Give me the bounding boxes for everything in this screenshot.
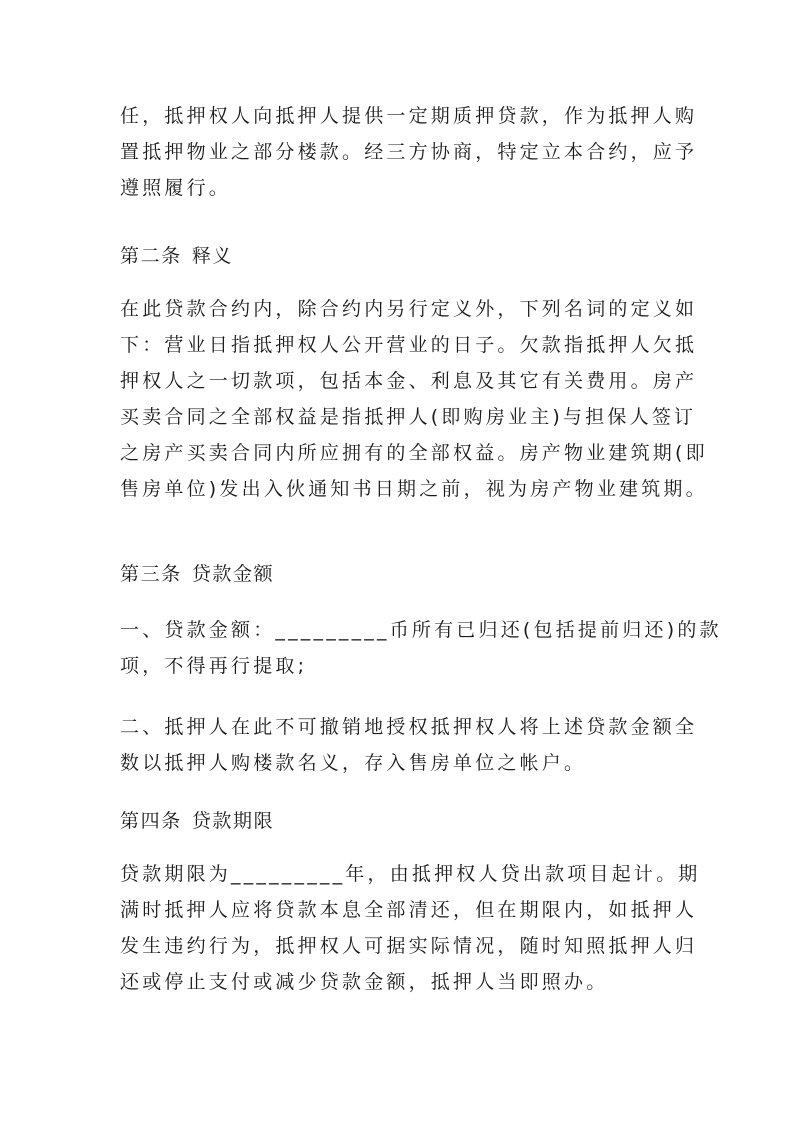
text-line: 押权人之一切款项，包括本金、利息及其它有关费用。房产 (120, 370, 698, 392)
paragraph-definitions (120, 291, 708, 507)
text-line: 遵照履行。 (120, 177, 232, 199)
text-line: 贷款期限为_________年，由抵押权人贷出款项目起计。期 (120, 863, 701, 885)
paragraph-amount-2 (120, 709, 698, 781)
paragraph-amount-1 (120, 612, 722, 684)
article-title: 释义 (191, 245, 234, 267)
article-number: 第三条 (120, 563, 182, 585)
text-line: 一、贷款金额：_________币所有已归还(包括提前归还)的款 (120, 619, 722, 641)
text-line: 之房产买卖合同内所应拥有的全部权益。房产物业建筑期(即 (120, 442, 708, 464)
article-4-heading (120, 803, 274, 839)
text-line: 下：营业日指抵押权人公开营业的日子。欠款指抵押人欠抵 (120, 334, 698, 356)
article-number: 第四条 (120, 810, 182, 832)
text-line: 任，抵押权人向抵押人提供一定期质押贷款，作为抵押人购 (120, 105, 698, 127)
paragraph-term (120, 856, 701, 1000)
text-line: 数以抵押人购楼款名义，存入售房单位之帐户。 (120, 752, 587, 774)
article-3-heading (120, 556, 274, 592)
article-title: 贷款期限 (191, 810, 275, 832)
paragraph-intro (120, 98, 698, 206)
article-title: 贷款金额 (191, 563, 275, 585)
text-line: 置抵押物业之部分楼款。经三方协商，特定立本合约，应予 (120, 141, 698, 163)
text-line: 二、抵押人在此不可撤销地授权抵押权人将上述贷款金额全 (120, 716, 698, 738)
text-line: 发生违约行为，抵押权人可据实际情况，随时知照抵押人归 (120, 935, 698, 957)
text-line: 还或停止支付或减少贷款金额，抵押人当即照办。 (120, 971, 609, 993)
text-line: 项，不得再行提取; (120, 655, 308, 677)
text-line: 满时抵押人应将贷款本息全部清还，但在期限内，如抵押人 (120, 899, 698, 921)
text-line: 售房单位)发出入伙通知书日期之前，视为房产物业建筑期。 (120, 478, 708, 500)
article-2-heading (120, 238, 233, 274)
text-line: 买卖合同之全部权益是指抵押人(即购房业主)与担保人签订 (120, 406, 697, 428)
text-line: 在此贷款合约内，除合约内另行定义外，下列名词的定义如 (120, 298, 698, 320)
article-number: 第二条 (120, 245, 182, 267)
